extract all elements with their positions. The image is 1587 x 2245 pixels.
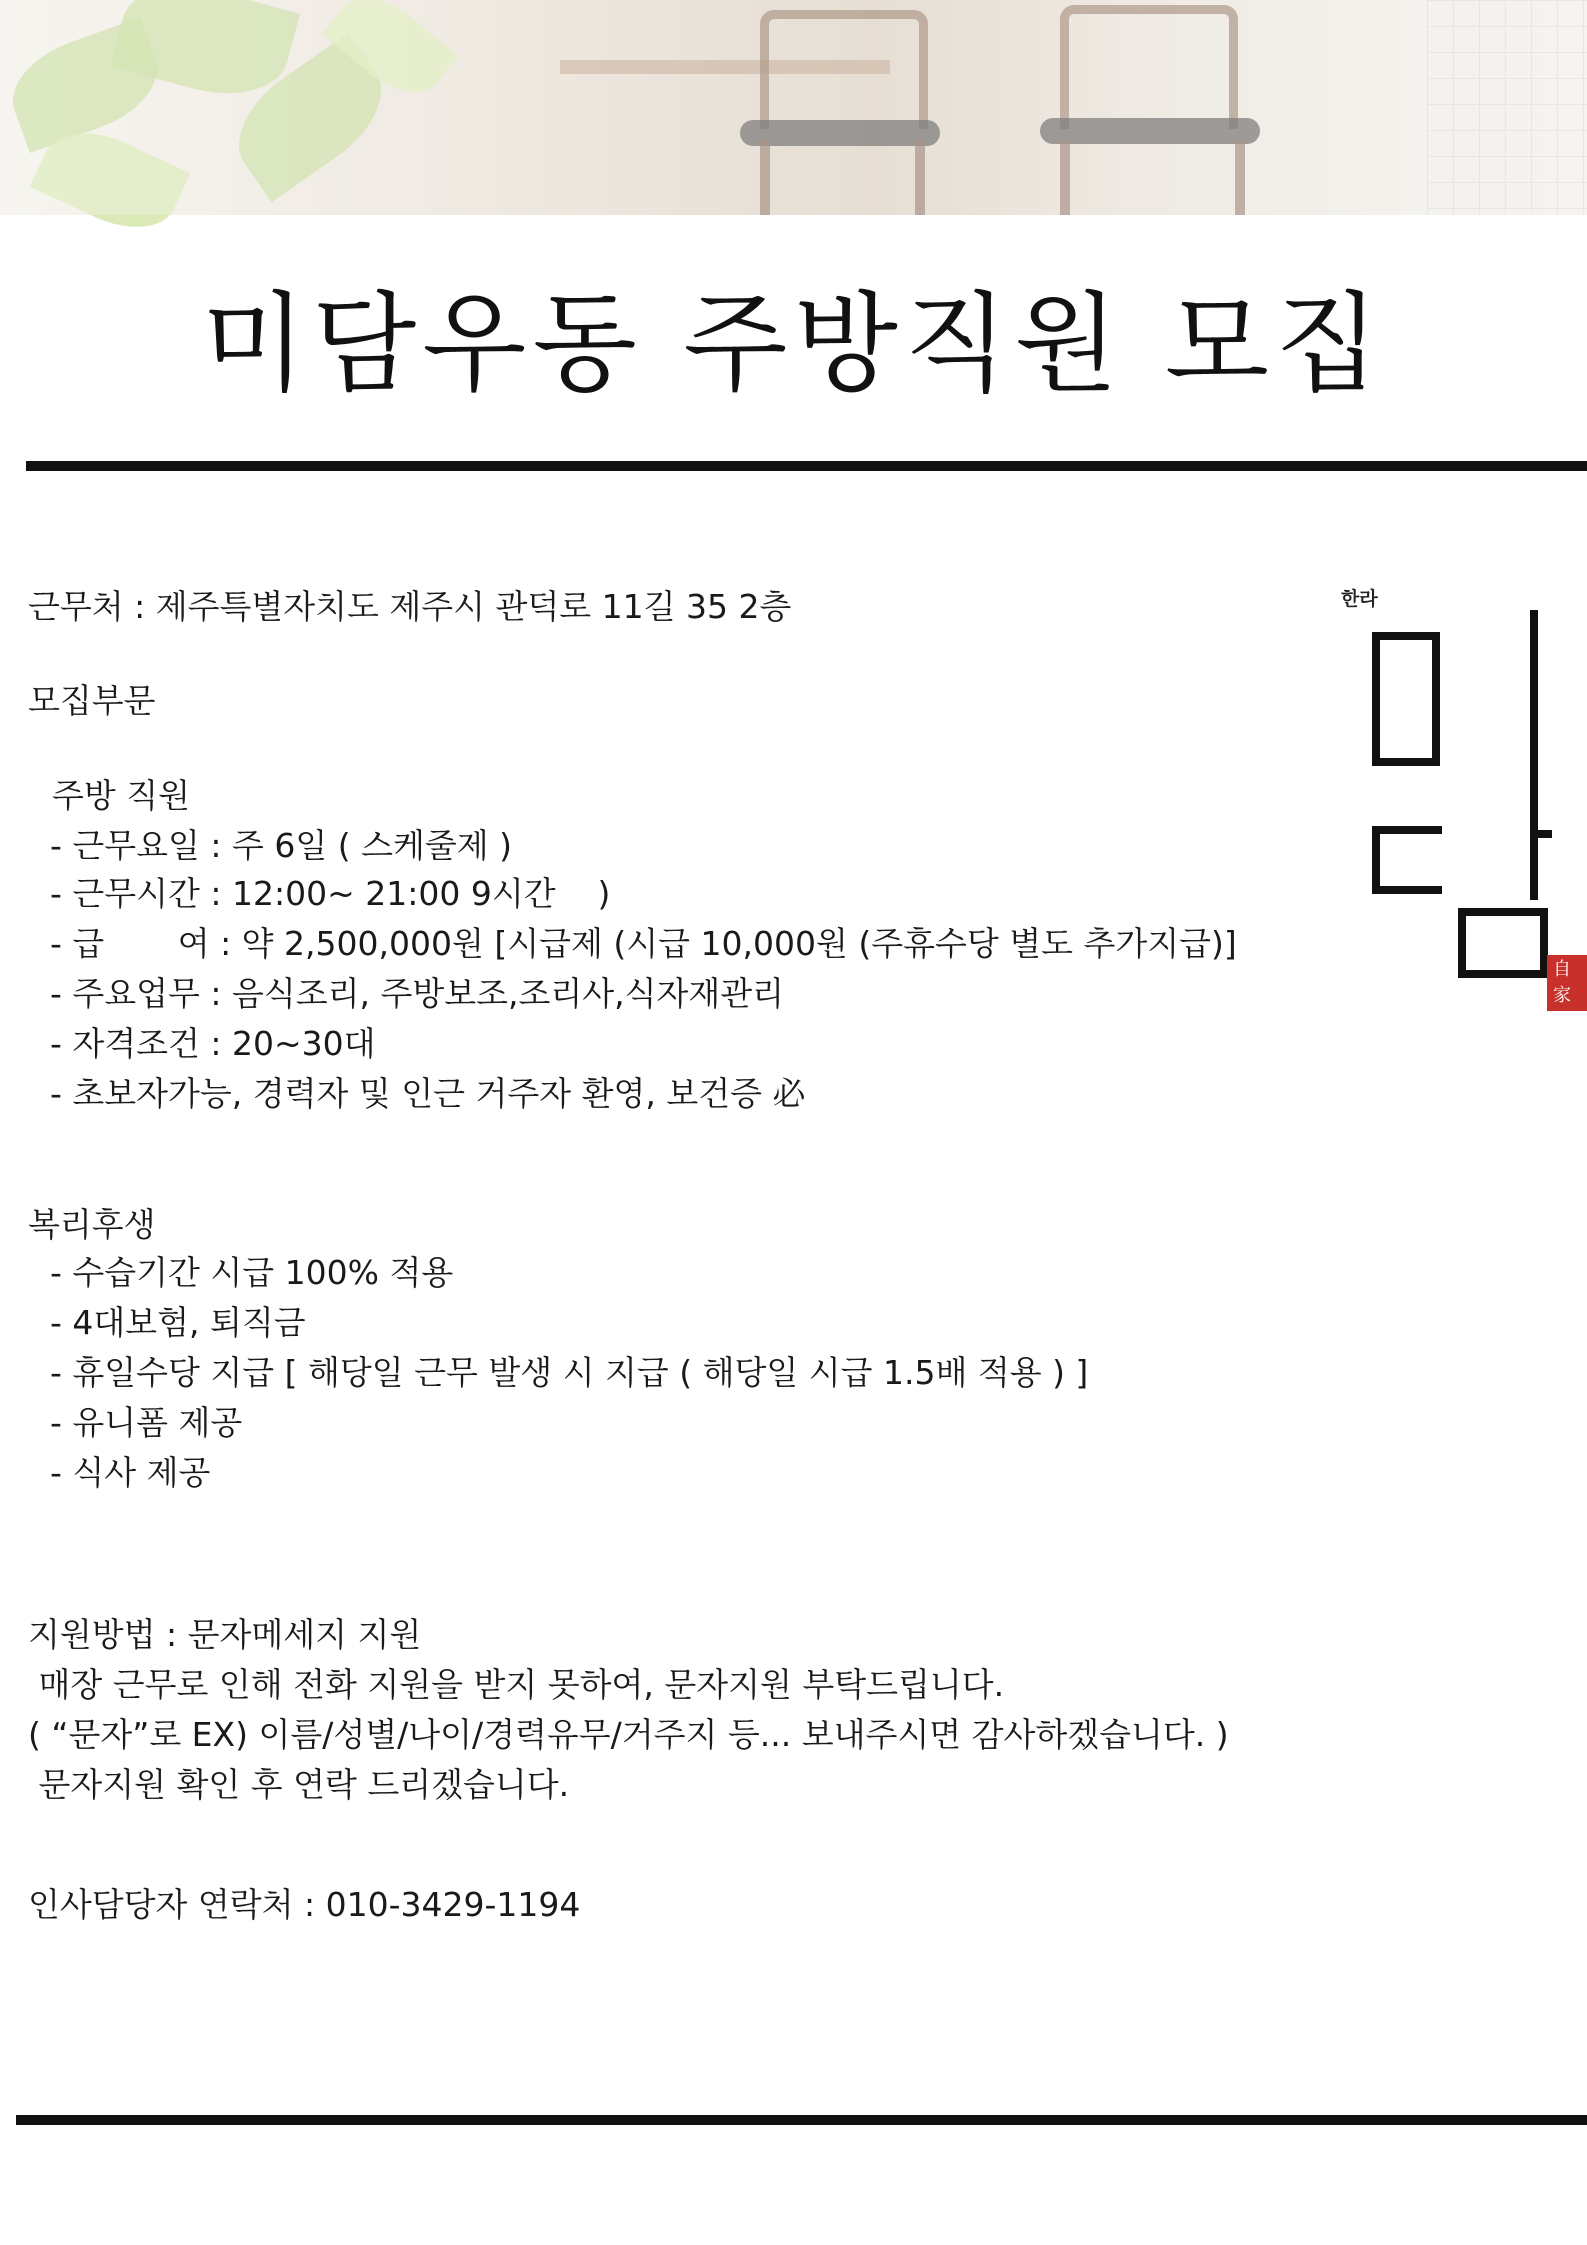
detail-line: - 주요업무 : 음식조리, 주방보조,조리사,식자재관리	[50, 974, 785, 1013]
page-title: 미담우동 주방직원 모집	[201, 282, 1386, 407]
benefit-line: - 수습기간 시급 100% 적용	[50, 1253, 454, 1292]
logo-glyph-m	[1458, 908, 1548, 978]
benefit-line: - 유니폼 제공	[50, 1403, 243, 1442]
logo-glyph-stub	[1530, 830, 1552, 838]
logo-glyph-box	[1372, 632, 1440, 766]
logo-small-text: 한라	[1341, 588, 1378, 610]
benefits-heading: 복리후생	[28, 1205, 156, 1244]
recruit-heading: 모집부문	[28, 681, 156, 720]
apply-line: 문자지원 확인 후 연락 드리겠습니다.	[28, 1765, 570, 1804]
logo-glyph-d	[1372, 826, 1442, 894]
header-photo	[0, 0, 1587, 215]
detail-line: - 초보자가능, 경력자 및 인근 거주자 환영, 보건증 必	[50, 1074, 806, 1113]
logo-glyph-bar	[1530, 610, 1538, 900]
benefit-line: - 식사 제공	[50, 1453, 211, 1492]
detail-line: - 급 여 : 약 2,500,000원 [시급제 (시급 10,000원 (주휴수당 별도 추가지급)]	[50, 924, 1237, 963]
contact-line: 인사담당자 연락처 : 010-3429-1194	[28, 1885, 581, 1924]
benefit-line: - 4대보험, 퇴직금	[50, 1303, 306, 1342]
benefit-line: - 휴일수당 지급 [ 해당일 근무 발생 시 지급 ( 해당일 시급 1.5배 적용 ) ]	[50, 1353, 1089, 1392]
detail-line: - 근무요일 : 주 6일 ( 스케줄제 )	[50, 826, 512, 865]
detail-line: - 자격조건 : 20~30대	[50, 1024, 376, 1063]
apply-line: 매장 근무로 인해 전화 지원을 받지 못하여, 문자지원 부탁드립니다.	[28, 1665, 1005, 1704]
bottom-divider	[16, 2115, 1587, 2125]
position-label: 주방 직원	[52, 776, 191, 815]
apply-line: ( “문자”로 EX) 이름/성별/나이/경력유무/거주지 등... 보내주시면 감사하겠습니다. )	[28, 1715, 1229, 1754]
logo-seal: 自家製麵	[1547, 955, 1587, 1011]
detail-line: - 근무시간 : 12:00~ 21:00 9시간 )	[50, 874, 611, 913]
top-divider	[26, 461, 1587, 471]
workplace-line: 근무처 : 제주특별자치도 제주시 관덕로 11길 35 2층	[28, 587, 792, 626]
apply-line: 지원방법 : 문자메세지 지원	[28, 1615, 422, 1654]
